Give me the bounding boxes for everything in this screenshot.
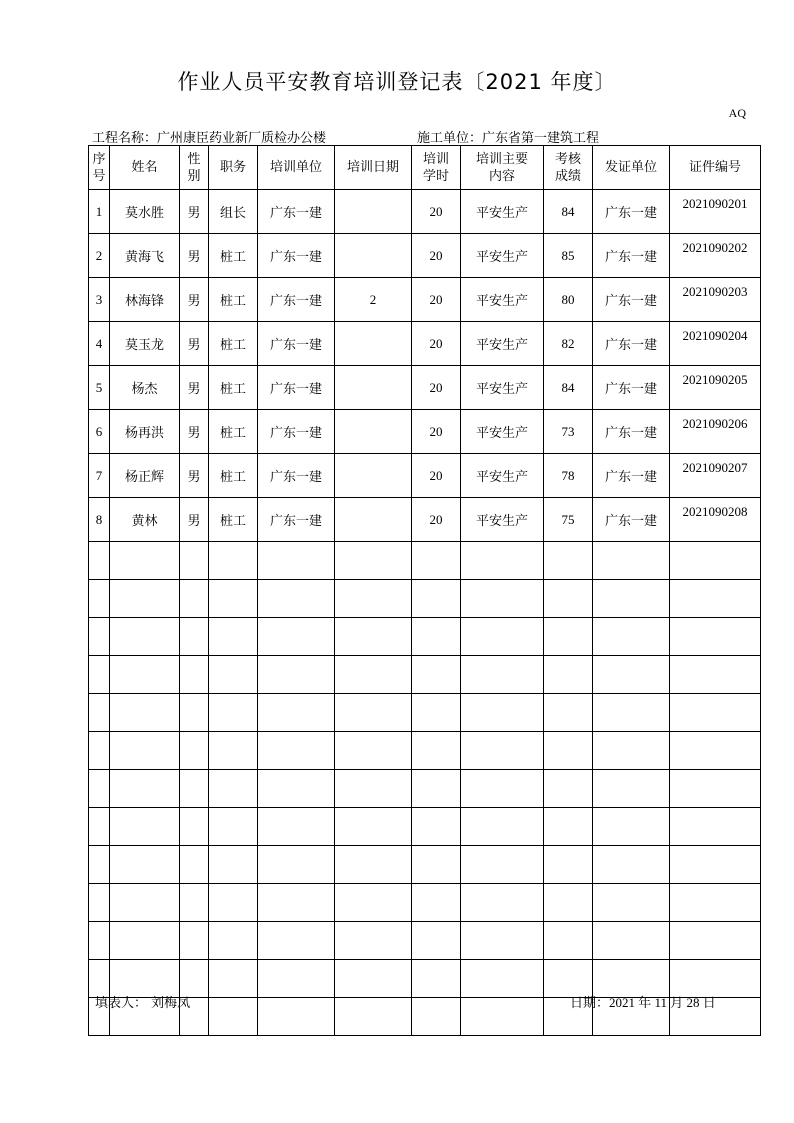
cell-hours: 20 bbox=[412, 410, 461, 454]
cell-name: 杨正辉 bbox=[110, 454, 180, 498]
empty-cell bbox=[593, 732, 670, 770]
header-issuer: 发证单位 bbox=[593, 146, 670, 190]
header-hours: 培训 学时 bbox=[412, 146, 461, 190]
empty-cell bbox=[110, 618, 180, 656]
empty-cell bbox=[544, 884, 593, 922]
cell-cert-no: 2021090205 bbox=[670, 366, 761, 410]
cell-hours: 20 bbox=[412, 322, 461, 366]
empty-row bbox=[89, 732, 761, 770]
empty-cell bbox=[258, 732, 335, 770]
empty-cell bbox=[209, 846, 258, 884]
cell-seq: 5 bbox=[89, 366, 110, 410]
empty-cell bbox=[335, 580, 412, 618]
empty-row bbox=[89, 542, 761, 580]
cell-content: 平安生产 bbox=[461, 410, 544, 454]
table-row bbox=[89, 322, 761, 366]
cell-gender: 男 bbox=[180, 454, 209, 498]
empty-cell bbox=[209, 960, 258, 998]
empty-cell bbox=[110, 732, 180, 770]
form-filler: 填表人： 刘梅凤 bbox=[95, 996, 191, 1011]
cell-content: 平安生产 bbox=[461, 366, 544, 410]
empty-cell bbox=[209, 922, 258, 960]
empty-cell bbox=[544, 656, 593, 694]
cell-position: 组长 bbox=[209, 190, 258, 234]
empty-cell bbox=[461, 732, 544, 770]
empty-cell bbox=[412, 732, 461, 770]
empty-cell bbox=[544, 732, 593, 770]
empty-cell bbox=[89, 884, 110, 922]
empty-cell bbox=[335, 618, 412, 656]
cell-seq: 1 bbox=[89, 190, 110, 234]
cell-score: 84 bbox=[544, 190, 593, 234]
empty-cell bbox=[180, 694, 209, 732]
empty-cell bbox=[461, 580, 544, 618]
table-row bbox=[89, 454, 761, 498]
cell-seq: 6 bbox=[89, 410, 110, 454]
cell-name: 莫玉龙 bbox=[110, 322, 180, 366]
empty-cell bbox=[89, 770, 110, 808]
cell-hours: 20 bbox=[412, 498, 461, 542]
cell-gender: 男 bbox=[180, 278, 209, 322]
cell-score: 73 bbox=[544, 410, 593, 454]
cell-name: 黄林 bbox=[110, 498, 180, 542]
cell-cert-no: 2021090207 bbox=[670, 454, 761, 498]
cell-score: 82 bbox=[544, 322, 593, 366]
cell-hours: 20 bbox=[412, 366, 461, 410]
cell-content: 平安生产 bbox=[461, 454, 544, 498]
empty-cell bbox=[593, 580, 670, 618]
empty-cell bbox=[89, 846, 110, 884]
cell-content: 平安生产 bbox=[461, 498, 544, 542]
empty-cell bbox=[209, 542, 258, 580]
cell-gender: 男 bbox=[180, 410, 209, 454]
empty-cell bbox=[544, 922, 593, 960]
empty-cell bbox=[89, 808, 110, 846]
header-training-unit: 培训单位 bbox=[258, 146, 335, 190]
empty-cell bbox=[670, 846, 761, 884]
empty-cell bbox=[593, 846, 670, 884]
cell-issuer: 广东一建 bbox=[593, 410, 670, 454]
cell-training-unit: 广东一建 bbox=[258, 498, 335, 542]
cell-cert-no: 2021090202 bbox=[670, 234, 761, 278]
empty-cell bbox=[258, 808, 335, 846]
empty-cell bbox=[180, 656, 209, 694]
empty-cell bbox=[89, 656, 110, 694]
empty-cell bbox=[544, 542, 593, 580]
empty-cell bbox=[461, 808, 544, 846]
empty-cell bbox=[335, 922, 412, 960]
empty-cell bbox=[335, 884, 412, 922]
empty-cell bbox=[180, 542, 209, 580]
cell-name: 黄海飞 bbox=[110, 234, 180, 278]
empty-cell bbox=[89, 542, 110, 580]
cell-training-date bbox=[335, 454, 412, 498]
empty-cell bbox=[544, 580, 593, 618]
empty-cell bbox=[412, 960, 461, 998]
empty-cell bbox=[180, 846, 209, 884]
cell-training-date bbox=[335, 366, 412, 410]
cell-name: 杨再洪 bbox=[110, 410, 180, 454]
empty-cell bbox=[258, 542, 335, 580]
cell-training-date bbox=[335, 234, 412, 278]
cell-cert-no: 2021090203 bbox=[670, 278, 761, 322]
empty-cell bbox=[258, 770, 335, 808]
header-position: 职务 bbox=[209, 146, 258, 190]
empty-cell bbox=[461, 656, 544, 694]
cell-training-date: 2 bbox=[335, 278, 412, 322]
empty-row bbox=[89, 922, 761, 960]
header-row bbox=[89, 146, 761, 190]
cell-content: 平安生产 bbox=[461, 190, 544, 234]
cell-name: 莫水胜 bbox=[110, 190, 180, 234]
empty-cell bbox=[670, 922, 761, 960]
empty-cell bbox=[670, 618, 761, 656]
cell-score: 84 bbox=[544, 366, 593, 410]
cell-cert-no: 2021090204 bbox=[670, 322, 761, 366]
header-training-date: 培训日期 bbox=[335, 146, 412, 190]
empty-cell bbox=[593, 922, 670, 960]
registration-table bbox=[88, 145, 761, 1036]
cell-position: 桩工 bbox=[209, 366, 258, 410]
cell-gender: 男 bbox=[180, 190, 209, 234]
empty-cell bbox=[544, 618, 593, 656]
empty-cell bbox=[544, 770, 593, 808]
empty-cell bbox=[670, 656, 761, 694]
cell-position: 桩工 bbox=[209, 322, 258, 366]
cell-name: 杨杰 bbox=[110, 366, 180, 410]
empty-cell bbox=[412, 808, 461, 846]
empty-cell bbox=[258, 694, 335, 732]
empty-cell bbox=[89, 618, 110, 656]
cell-score: 80 bbox=[544, 278, 593, 322]
cell-seq: 3 bbox=[89, 278, 110, 322]
table-row bbox=[89, 234, 761, 278]
cell-position: 桩工 bbox=[209, 498, 258, 542]
empty-cell bbox=[110, 884, 180, 922]
empty-row bbox=[89, 846, 761, 884]
cell-score: 85 bbox=[544, 234, 593, 278]
form-date bbox=[570, 992, 716, 1011]
header-name: 姓名 bbox=[110, 146, 180, 190]
empty-cell bbox=[461, 694, 544, 732]
cell-gender: 男 bbox=[180, 234, 209, 278]
empty-cell bbox=[209, 618, 258, 656]
cell-content: 平安生产 bbox=[461, 234, 544, 278]
empty-cell bbox=[412, 846, 461, 884]
header-content: 培训主要 内容 bbox=[461, 146, 544, 190]
empty-cell bbox=[544, 808, 593, 846]
table-row bbox=[89, 190, 761, 234]
empty-cell bbox=[670, 732, 761, 770]
empty-row bbox=[89, 580, 761, 618]
empty-cell bbox=[110, 846, 180, 884]
cell-position: 桩工 bbox=[209, 234, 258, 278]
empty-cell bbox=[670, 884, 761, 922]
empty-cell bbox=[110, 656, 180, 694]
cell-issuer: 广东一建 bbox=[593, 322, 670, 366]
cell-seq: 8 bbox=[89, 498, 110, 542]
cell-issuer: 广东一建 bbox=[593, 190, 670, 234]
cell-seq: 7 bbox=[89, 454, 110, 498]
empty-cell bbox=[180, 884, 209, 922]
empty-cell bbox=[258, 618, 335, 656]
cell-hours: 20 bbox=[412, 454, 461, 498]
empty-cell bbox=[461, 542, 544, 580]
table-body bbox=[89, 190, 761, 1036]
cell-issuer: 广东一建 bbox=[593, 278, 670, 322]
empty-row bbox=[89, 694, 761, 732]
cell-seq: 4 bbox=[89, 322, 110, 366]
cell-position: 桩工 bbox=[209, 454, 258, 498]
empty-cell bbox=[335, 542, 412, 580]
cell-content: 平安生产 bbox=[461, 322, 544, 366]
cell-issuer: 广东一建 bbox=[593, 498, 670, 542]
empty-cell bbox=[258, 580, 335, 618]
header-gender: 性 别 bbox=[180, 146, 209, 190]
empty-row bbox=[89, 618, 761, 656]
table-row bbox=[89, 366, 761, 410]
cell-training-unit: 广东一建 bbox=[258, 190, 335, 234]
empty-cell bbox=[670, 694, 761, 732]
table-row bbox=[89, 410, 761, 454]
cell-training-date bbox=[335, 190, 412, 234]
empty-cell bbox=[670, 770, 761, 808]
construction-unit: 施工单位：广东省第一建筑工程 bbox=[417, 131, 600, 146]
empty-row bbox=[89, 884, 761, 922]
empty-cell bbox=[180, 618, 209, 656]
empty-cell bbox=[335, 808, 412, 846]
empty-cell bbox=[89, 732, 110, 770]
cell-name: 林海锋 bbox=[110, 278, 180, 322]
cell-training-unit: 广东一建 bbox=[258, 366, 335, 410]
cell-cert-no: 2021090201 bbox=[670, 190, 761, 234]
cell-cert-no: 2021090208 bbox=[670, 498, 761, 542]
cell-gender: 男 bbox=[180, 322, 209, 366]
empty-cell bbox=[180, 732, 209, 770]
cell-issuer: 广东一建 bbox=[593, 234, 670, 278]
cell-position: 桩工 bbox=[209, 278, 258, 322]
cell-cert-no: 2021090206 bbox=[670, 410, 761, 454]
header-seq: 序 号 bbox=[89, 146, 110, 190]
empty-cell bbox=[258, 846, 335, 884]
empty-cell bbox=[209, 580, 258, 618]
empty-cell bbox=[209, 884, 258, 922]
cell-hours: 20 bbox=[412, 278, 461, 322]
cell-training-date bbox=[335, 498, 412, 542]
empty-row bbox=[89, 770, 761, 808]
empty-cell bbox=[593, 656, 670, 694]
empty-cell bbox=[593, 618, 670, 656]
empty-cell bbox=[412, 998, 461, 1036]
date-value: 2021 年 11 月 28 日 bbox=[609, 995, 716, 1010]
cell-hours: 20 bbox=[412, 190, 461, 234]
header-cert-no: 证件编号 bbox=[670, 146, 761, 190]
cell-score: 75 bbox=[544, 498, 593, 542]
empty-cell bbox=[461, 960, 544, 998]
empty-cell bbox=[335, 656, 412, 694]
cell-content: 平安生产 bbox=[461, 278, 544, 322]
empty-cell bbox=[258, 998, 335, 1036]
empty-cell bbox=[258, 960, 335, 998]
empty-cell bbox=[461, 846, 544, 884]
empty-cell bbox=[209, 694, 258, 732]
empty-cell bbox=[180, 770, 209, 808]
empty-cell bbox=[412, 770, 461, 808]
cell-gender: 男 bbox=[180, 498, 209, 542]
empty-cell bbox=[209, 770, 258, 808]
cell-issuer: 广东一建 bbox=[593, 366, 670, 410]
empty-cell bbox=[412, 656, 461, 694]
empty-cell bbox=[110, 694, 180, 732]
empty-cell bbox=[209, 656, 258, 694]
header-score: 考核 成绩 bbox=[544, 146, 593, 190]
empty-cell bbox=[412, 618, 461, 656]
empty-cell bbox=[593, 884, 670, 922]
empty-cell bbox=[209, 808, 258, 846]
cell-position: 桩工 bbox=[209, 410, 258, 454]
project-name: 工程名称：广州康臣药业新厂质检办公楼 bbox=[92, 131, 327, 146]
empty-cell bbox=[544, 846, 593, 884]
empty-cell bbox=[180, 808, 209, 846]
empty-cell bbox=[110, 542, 180, 580]
empty-cell bbox=[461, 770, 544, 808]
date-label: 日期： bbox=[570, 996, 610, 1011]
empty-cell bbox=[544, 694, 593, 732]
cell-training-unit: 广东一建 bbox=[258, 234, 335, 278]
empty-cell bbox=[412, 580, 461, 618]
empty-cell bbox=[89, 580, 110, 618]
empty-cell bbox=[110, 808, 180, 846]
empty-cell bbox=[258, 922, 335, 960]
empty-cell bbox=[461, 618, 544, 656]
cell-training-unit: 广东一建 bbox=[258, 410, 335, 454]
empty-cell bbox=[412, 922, 461, 960]
empty-cell bbox=[670, 808, 761, 846]
form-title: 作业人员平安教育培训登记表〔2021 年度〕 bbox=[177, 70, 617, 94]
empty-cell bbox=[461, 922, 544, 960]
empty-cell bbox=[593, 694, 670, 732]
empty-cell bbox=[335, 694, 412, 732]
cell-training-date bbox=[335, 322, 412, 366]
cell-hours: 20 bbox=[412, 234, 461, 278]
empty-cell bbox=[209, 732, 258, 770]
empty-cell bbox=[461, 998, 544, 1036]
cell-seq: 2 bbox=[89, 234, 110, 278]
table-row bbox=[89, 498, 761, 542]
empty-cell bbox=[180, 580, 209, 618]
empty-row bbox=[89, 656, 761, 694]
empty-cell bbox=[593, 770, 670, 808]
cell-issuer: 广东一建 bbox=[593, 454, 670, 498]
empty-cell bbox=[335, 770, 412, 808]
empty-row bbox=[89, 808, 761, 846]
cell-training-unit: 广东一建 bbox=[258, 454, 335, 498]
empty-cell bbox=[110, 770, 180, 808]
cell-score: 78 bbox=[544, 454, 593, 498]
empty-cell bbox=[412, 694, 461, 732]
empty-cell bbox=[335, 732, 412, 770]
table-row bbox=[89, 278, 761, 322]
form-code: AQ bbox=[728, 106, 746, 120]
cell-gender: 男 bbox=[180, 366, 209, 410]
empty-cell bbox=[335, 846, 412, 884]
empty-cell bbox=[412, 542, 461, 580]
cell-training-unit: 广东一建 bbox=[258, 322, 335, 366]
empty-cell bbox=[110, 580, 180, 618]
empty-cell bbox=[593, 808, 670, 846]
empty-cell bbox=[110, 922, 180, 960]
empty-cell bbox=[89, 694, 110, 732]
empty-cell bbox=[89, 922, 110, 960]
empty-cell bbox=[209, 998, 258, 1036]
empty-cell bbox=[258, 656, 335, 694]
cell-training-date bbox=[335, 410, 412, 454]
empty-cell bbox=[670, 542, 761, 580]
empty-cell bbox=[335, 998, 412, 1036]
empty-cell bbox=[412, 884, 461, 922]
empty-cell bbox=[258, 884, 335, 922]
empty-cell bbox=[180, 922, 209, 960]
empty-cell bbox=[335, 960, 412, 998]
empty-cell bbox=[461, 884, 544, 922]
cell-training-unit: 广东一建 bbox=[258, 278, 335, 322]
empty-cell bbox=[593, 542, 670, 580]
empty-cell bbox=[670, 580, 761, 618]
